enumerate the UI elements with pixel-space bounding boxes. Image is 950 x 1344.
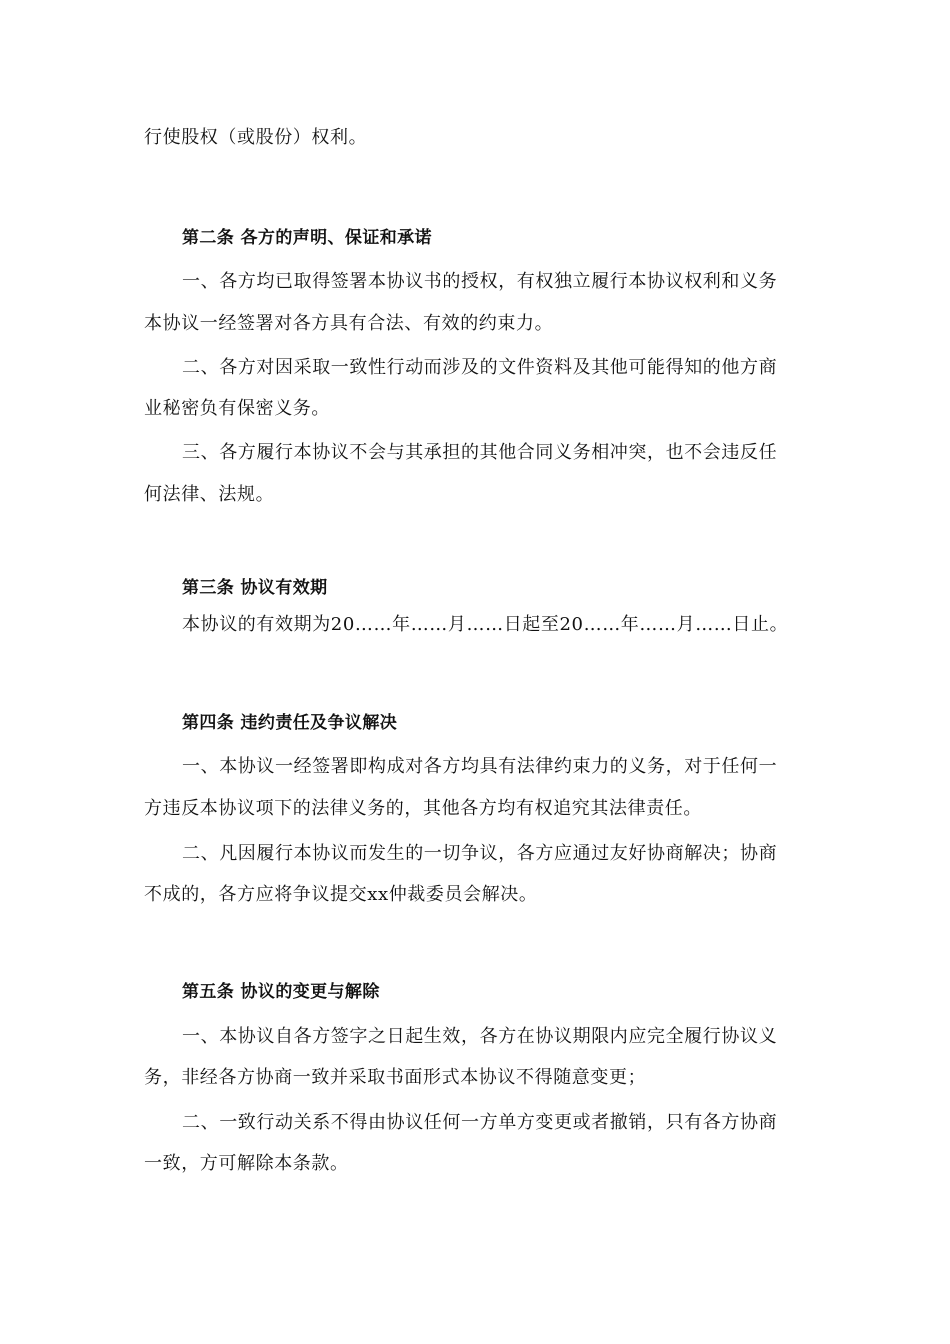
article-4-para-2-line-2: 不成的，各方应将争议提交xx仲裁委员会解决。 xyxy=(144,884,538,905)
article-4-para-2-line-1: 二、凡因履行本协议而发生的一切争议，各方应通过友好协商解决；协商 xyxy=(182,843,778,864)
article-5-para-2-line-1: 二、一致行动关系不得由协议任何一方单方变更或者撤销，只有各方协商 xyxy=(182,1112,778,1133)
article-5-para-1-line-2: 务，非经各方协商一致并采取书面形式本协议不得随意变更； xyxy=(144,1067,647,1088)
article-2-heading: 第二条 各方的声明、保证和承诺 xyxy=(182,228,432,248)
article-4-para-1-line-2: 方违反本协议项下的法律义务的，其他各方均有权追究其法律责任。 xyxy=(144,798,702,819)
article-3-para-1-line-1: 本协议的有效期为20……年……月……日起至20……年……月……日止。 xyxy=(182,614,789,635)
article-5-para-1-line-1: 一、本协议自各方签字之日起生效，各方在协议期限内应完全履行协议义 xyxy=(182,1026,778,1047)
article-3-heading: 第三条 协议有效期 xyxy=(182,578,328,598)
article-5-heading: 第五条 协议的变更与解除 xyxy=(182,982,380,1002)
article-2-para-2-line-1: 二、各方对因采取一致性行动而涉及的文件资料及其他可能得知的他方商 xyxy=(182,357,778,378)
article-2-para-1-line-2: 本协议一经签署对各方具有合法、有效的约束力。 xyxy=(144,313,554,334)
article-2-para-2-line-2: 业秘密负有保密义务。 xyxy=(144,398,330,419)
article-5-para-2-line-2: 一致，方可解除本条款。 xyxy=(144,1153,349,1174)
article-2-para-3-line-2: 何法律、法规。 xyxy=(144,484,275,505)
article-2-para-3-line-1: 三、各方履行本协议不会与其承担的其他合同义务相冲突，也不会违反任 xyxy=(182,442,778,463)
intro-line-1: 行使股权（或股份）权利。 xyxy=(144,127,368,148)
article-4-para-1-line-1: 一、本协议一经签署即构成对各方均具有法律约束力的义务，对于任何一 xyxy=(182,756,778,777)
article-4-heading: 第四条 违约责任及争议解决 xyxy=(182,713,398,733)
article-2-para-1-line-1: 一、各方均已取得签署本协议书的授权，有权独立履行本协议权利和义务 xyxy=(182,271,778,292)
